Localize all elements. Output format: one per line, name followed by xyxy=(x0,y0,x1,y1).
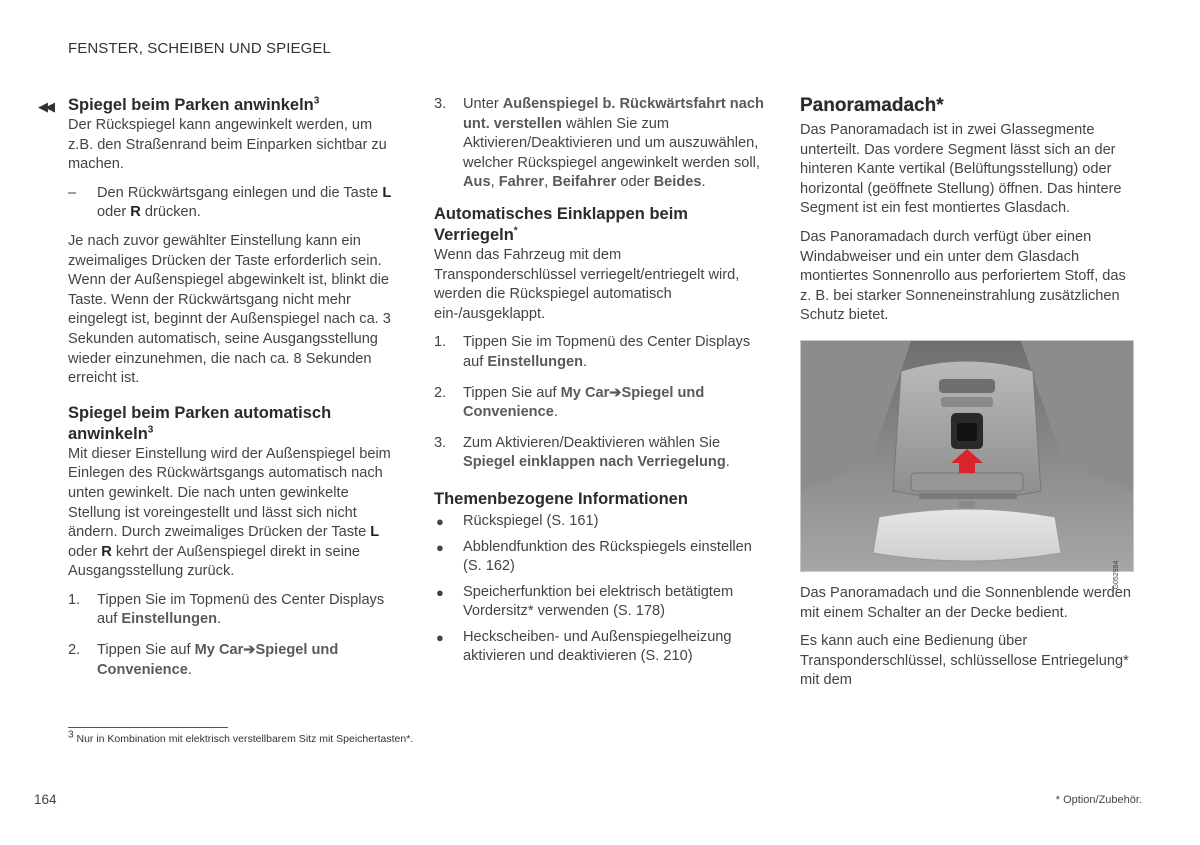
page-number: 164 xyxy=(34,792,57,807)
heading-auto-fold: Automatisches Einklappen beim Verriegeln* xyxy=(434,204,688,244)
step-item: 2. Tippen Sie auf My Car➔Spiegel und Convenience. xyxy=(434,384,705,421)
step-item: 3. Unter Außenspiegel b. Rückwärtsfahrt nach unt. verstellen wählen Sie zum Aktivieren/Deaktivieren und um auszuwählen, welcher Rückspiegel angewinkelt werden soll, Aus, Fahrer, Beifahrer oder Beides. xyxy=(434,96,764,191)
heading-park-auto-tilt: Spiegel beim Parken automatisch anwinkeln$^3$ xyxy=(68,403,332,443)
page-header: FENSTER, SCHEIBEN UND SPIEGEL xyxy=(68,40,331,57)
heading-panorama-roof: Panoramadach* xyxy=(800,95,944,116)
paragraph: Der Rückspiegel kann angewinkelt werden, um z.B. den Straßenrand beim Einparken sichtbar zu machen. xyxy=(68,117,387,173)
step-item: 1. Tippen Sie im Topmenü des Center Displays auf Einstellungen. xyxy=(68,591,385,628)
paragraph: Mit dieser Einstellung wird der Außenspiegel beim Einlegen des Rückwärtsgangs automatisch nach unten gewinkelt. Die nach unten gewinkelte Stellung ist voreingestellt und lässt sich nicht ändern. Durch zweimaliges Drücken der Taste L oder R kehrt der Außenspiegel direkt in seine Ausgangsstellung zurück. xyxy=(68,445,391,580)
paragraph: Das Panoramadach und die Sonnenblende werden mit einem Schalter an der Decke bedient. xyxy=(800,584,1132,621)
footnote-ref[interactable]: 3 xyxy=(313,95,320,107)
footnote-divider xyxy=(68,727,228,728)
related-link[interactable]: ● Heckscheiben- und Außenspiegelheizung aktivieren und deaktivieren (S. 210) xyxy=(436,628,732,665)
related-link[interactable]: ● Abblendfunktion des Rückspiegels einstellen (S. 162) xyxy=(436,538,752,575)
step-item: 2. Tippen Sie auf My Car➔Spiegel und Convenience. xyxy=(68,642,339,678)
option-note: * Option/Zubehör. xyxy=(1055,794,1142,806)
bullet-icon: ● xyxy=(436,584,444,600)
step-item: 3. Zum Aktivieren/Deaktivieren wählen Sie Spiegel einklappen nach Verriegelung. xyxy=(434,434,730,471)
paragraph: Wenn das Fahrzeug mit dem Transponderschlüssel verriegelt/entriegelt wird, werden die Rückspiegel automatisch ein-/ausgeklappt. xyxy=(434,246,740,322)
arrow-right-icon: ➔ xyxy=(243,642,256,659)
related-link[interactable]: ● Speicherfunktion bei elektrisch betätigtem Vordersitz* verwenden (S. 178) xyxy=(436,583,734,620)
column-middle xyxy=(434,95,764,673)
column-right xyxy=(800,95,1140,700)
dash-list-item: – Den Rückwärtsgang einlegen und die Taste L oder R drücken. xyxy=(68,184,392,221)
back-arrows-icon[interactable]: ◀◀ xyxy=(38,99,52,114)
roof-console-illustration xyxy=(800,340,1134,590)
menu-path: Einstellungen xyxy=(121,611,218,628)
paragraph: Je nach zuvor gewählter Einstellung kann ein zweimaliges Drücken der Taste erforderlich sein. Wenn der Außenspiegel abgewinkelt ist, blinkt die Taste. Wenn der Rückwärtsgang nicht mehr eingelegt ist, beginnt der Außenspiegel nach ca. 3 Sekunden automatisch, seine Ausgangsstellung wieder einzunehmen, die nach ca. 8 Sekunden erreicht ist. xyxy=(68,232,391,387)
column-left xyxy=(68,95,398,691)
step-item: 1. Tippen Sie im Topmenü des Center Displays auf Einstellungen. xyxy=(434,334,751,370)
related-link[interactable]: ● Rückspiegel (S. 161) xyxy=(434,512,764,532)
paragraph: Das Panoramadach ist in zwei Glassegmente unterteilt. Das vordere Segment lässt sich an der hinteren Kante vertikal (Belüftungsstellung) oder horizontal (geöffnete Stellung) öffnen. Das hintere Segment ist ein fest montiertes Glasdach. xyxy=(800,122,1122,217)
figure-code: G052984 xyxy=(1113,560,1121,590)
heading-related-info: Themenbezogene Informationen xyxy=(434,489,688,508)
bullet-icon: ● xyxy=(436,513,444,529)
footnote-ref[interactable]: 3 xyxy=(147,424,154,436)
footnote: $^3$ Nur in Kombination mit elektrisch verstellbarem Sitz mit Speichertasten*. xyxy=(68,729,414,745)
paragraph: Es kann auch eine Bedienung über Transponderschlüssel, schlüssellose Entriegelung* mit dem xyxy=(800,633,1129,689)
key-R: R xyxy=(130,204,141,221)
heading-park-tilt: Spiegel beim Parken anwinkeln$^3$ xyxy=(68,95,320,114)
bullet-icon: ● xyxy=(436,629,444,645)
bullet-icon: ● xyxy=(436,539,444,555)
roof-console-drawing xyxy=(801,341,1133,571)
paragraph: Das Panoramadach durch verfügt über einen Windabweiser und ein unter dem Glasdach montiertes Sonnenrollo aus perforiertem Stoff, das z. B. bei starker Sonneneinstrahlung zusätzlichen Schutz bietet. xyxy=(800,228,1126,324)
key-L: L xyxy=(382,184,392,201)
arrow-right-icon: ➔ xyxy=(609,384,622,401)
